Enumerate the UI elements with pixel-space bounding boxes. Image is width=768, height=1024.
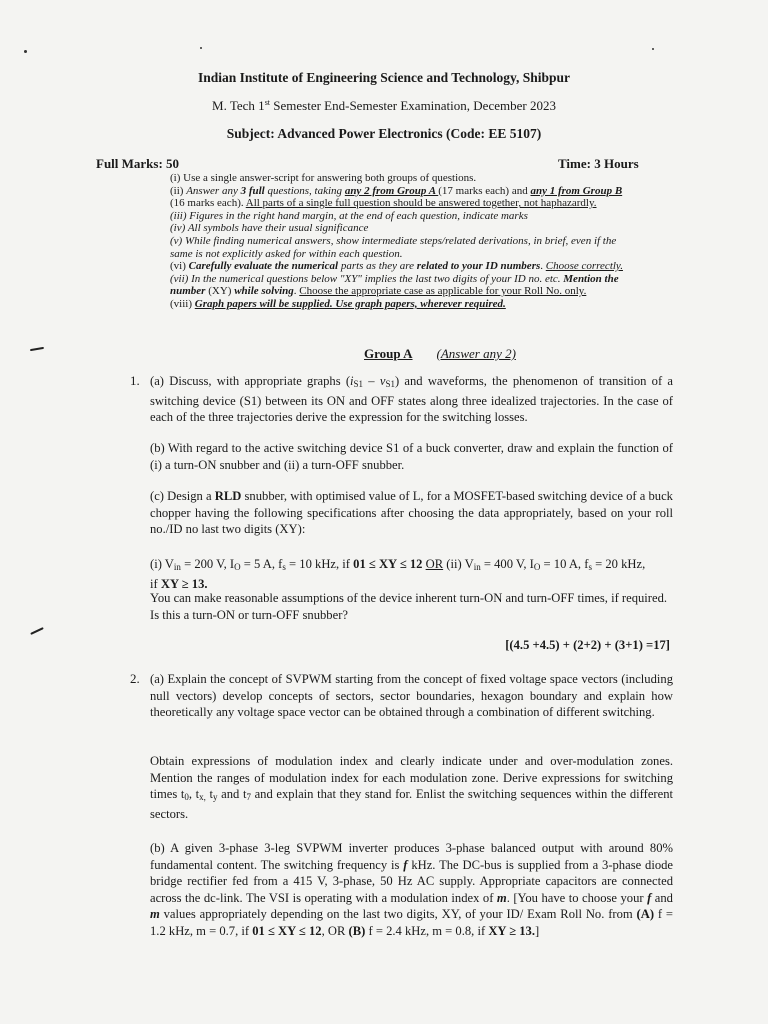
question-1-marks: [(4.5 +4.5) + (2+2) + (3+1) =17] [505,638,670,652]
question-1c-specs: (i) $V_{in} = 200$ V, $I_O = 5$ A, $f_s = 10$ kHz, if 01 ≤ XY ≤ 12 OR (ii) $V_{in} = 400$ V, $I_O = 10$ A, $f_s = 20$ kHz, if XY ≥ 13. [150,557,646,591]
instruction-i: (i) Use a single answer-script for answering both groups of questions. [170,172,477,184]
question-2b: (b) A given 3-phase 3-leg SVPWM inverter produces 3-phase balanced output with around 80% fundamental content. The switching frequency is f kHz. The DC-bus is supplied from a 3-phase diode bridge rectifier fed from a 415 V, 3-phase, 50 Hz AC supply. Appropriate capacitors are connected across the dc-link. The VSI is operating with a modulation index of m. [You have to choose your f and m values appropriately depending on the last two digits, XY, of your ID/ Exam Roll No. from (A) f = 1.2 kHz, m = 0.7, if 01 ≤ XY ≤ 12, OR (B) f = 2.4 kHz, m = 0.8, if XY ≥ 13.] [150,841,674,938]
instruction-vi: (vi) Carefully evaluate the numerical parts as they are related to your ID numbers. Choose correctly. [170,260,623,273]
group-a-heading: Group A (Answer any 2) [364,346,516,361]
subject-line: Subject: Advanced Power Electronics (Code: EE 5107) [226,126,542,141]
scan-speck [24,50,27,53]
question-1b: (b) With regard to the active switching device S1 of a buck converter, draw and explain the function of (i) a turn-ON snubber and (ii) a turn-OFF snubber. [150,441,673,472]
question-1-number: 1. [130,373,140,388]
scan-speck [652,48,654,50]
question-1c: (c) Design a RLD snubber, with optimised value of L, for a MOSFET-based switching device of a buck chopper having the following specifications after choosing the data appropriately, based on your roll no./ID no last two digits (XY): [150,489,673,536]
instruction-viii: (viii) Graph papers will be supplied. Use graph papers, wherever required. [170,297,506,310]
question-1a: (a) Discuss, with appropriate graphs $(i_{S1} - v_{S1})$ and waveforms, the phenomenon of transition of a switching device (S1) between its ON and OFF states along three idealized trajectories. In the case of each of the three trajectories derive the expression for the switching losses. [150,374,673,424]
question-2a-obtain: Obtain expressions of modulation index and clearly indicate under and over-modulation zones. Mention the ranges of modulation index for each modulation zone. Derive expressions for switching times $t_0$, $t_{x,}$ $t_y$ and $t_7$ and explain that they stand for. Enlist the switching sequences within the different sectors. [150,754,674,821]
instruction-vii-cont: number (XY) while solving. Choose the appropriate case as applicable for your Roll No. only. [170,285,587,298]
margin-pen-mark [30,347,44,351]
scan-speck [200,47,202,49]
instruction-vii: (vii) In the numerical questions below "XY" implies the last two digits of your ID no. etc. Mention the [170,272,619,285]
time-allowed: Time: 3 Hours [558,156,639,171]
exam-title: M. Tech 1st Semester End-Semester Examination, December 2023 [212,98,556,113]
instructions [170,172,670,311]
question-2-number: 2. [130,671,140,686]
question-1c-assumption: You can make reasonable assumptions of the device inherent turn-ON and turn-OFF times, if required. Is this a turn-ON or turn-OFF snubber? [150,591,668,622]
margin-pen-mark [30,627,44,635]
instruction-ii-cont: (16 marks each). All parts of a single full question should be answered together, not haphazardly. [170,197,597,210]
institute-title: Indian Institute of Engineering Science and Technology, Shibpur [197,70,571,85]
instruction-iii: (iii) Figures in the right hand margin, at the end of each question, indicate marks [170,209,528,222]
instruction-v: (v) While finding numerical answers, show intermediate steps/related derivations, in brief, even if the [170,234,617,247]
instruction-ii: (ii) Answer any 3 full questions, taking any 2 from Group A (17 marks each) and any 1 from Group B [170,184,623,197]
instruction-iv: (iv) All symbols have their usual significance [170,222,369,235]
full-marks: Full Marks: 50 [96,156,180,171]
instruction-v-cont: same is not explicitly asked for within each question. [170,247,403,260]
question-2a: (a) Explain the concept of SVPWM starting from the concept of fixed voltage space vectors (including null vectors) develop concepts of sectors, sector boundaries, hexagon boundary and explain how theoretically any voltage space vector can be obtained through a combination of different switching. [150,672,673,719]
